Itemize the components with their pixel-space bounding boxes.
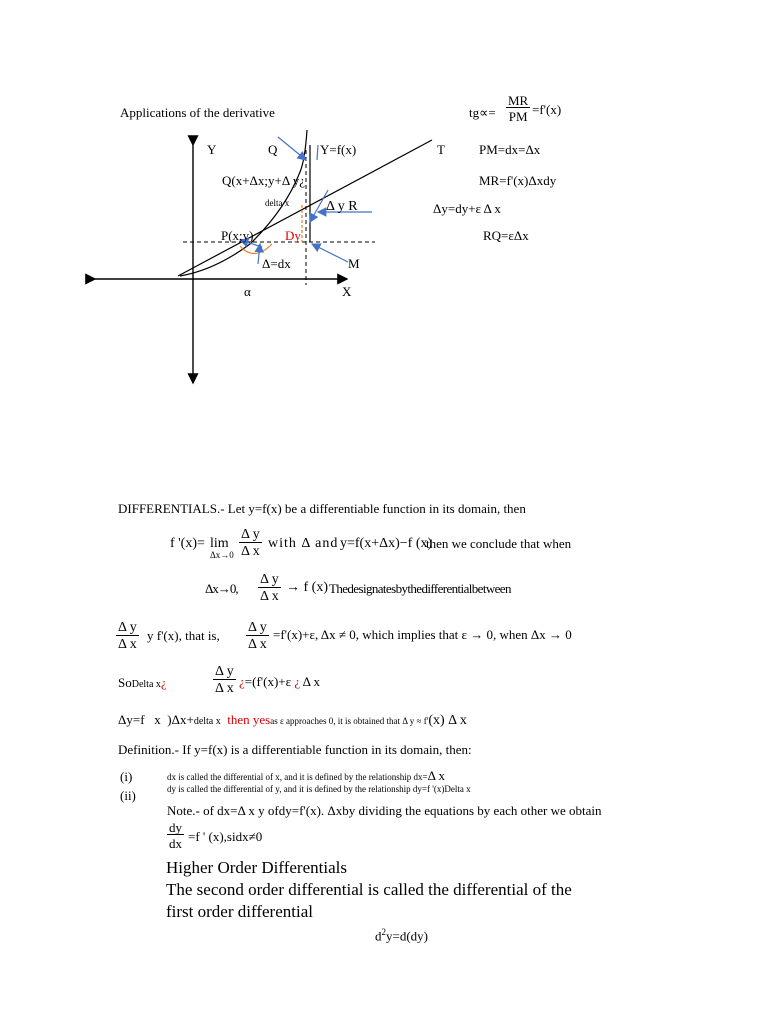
line3-fraction-a (116, 621, 139, 652)
label-dx: Δ=dx (262, 256, 291, 271)
item-i-text (167, 769, 445, 782)
line3b-num: Δ y (248, 620, 267, 635)
line2-den: Δ x (260, 589, 279, 604)
label-dy-red: Dy (285, 228, 301, 243)
arrow-curve (317, 145, 318, 160)
eq-pm: PM=dx=Δx (479, 142, 541, 157)
line3a-num: Δ y (118, 620, 137, 635)
so-word: So (118, 675, 132, 690)
eq-rq: RQ=εΔx (483, 228, 529, 243)
label-dy-r: Δ y R (326, 199, 358, 214)
line2-suffix: → f (x) (286, 580, 328, 595)
dy-line-a: Δy=f (118, 712, 145, 727)
eq-dy: Δy=dy+ε Δ x (433, 201, 501, 216)
limit-overlap: y=f(x+Δx)−f (x) (340, 536, 433, 551)
item-ii-text: dy is called the differential of y, and it is defined by the relationship dy=f '(x)Delta x (167, 784, 471, 794)
line3-mid: y f'(x), that is, (147, 628, 220, 643)
item-i-main: dx is called the differential of x, and it is defined by the relationship dx= (167, 772, 428, 782)
limit-lim: lim (210, 536, 229, 551)
tg-num: MR (508, 93, 529, 108)
d2y-sup: 2 (381, 927, 386, 937)
line3-fraction-b (246, 621, 269, 652)
label-q-coords: Q(x+Δx;y+Δ y¿ (222, 173, 306, 188)
limit-den: Δ x (241, 544, 260, 559)
arrow-q (278, 137, 306, 160)
arrow-dx (258, 244, 260, 264)
line2-text: Thedesignatesbythedifferentialbetween (329, 581, 511, 596)
label-delta-x: delta x (265, 198, 290, 208)
limit-fraction (239, 528, 262, 559)
so-eq-red: ¿ (239, 674, 245, 689)
d2y-d: d (375, 928, 382, 944)
limit-sub: Δx→0 (210, 550, 234, 560)
label-alpha: α (244, 284, 251, 299)
line2-prefix: Δx→0, (205, 581, 238, 596)
item-ii-label: (ii) (120, 788, 136, 803)
dy-line-c: )Δx+ (167, 712, 194, 727)
tg-suffix: =f'(x) (532, 102, 562, 117)
note: Note.- of dx=Δ x y ofdy=f'(x). Δxby dividing the equations by each other we obtain (167, 803, 602, 818)
so-text (118, 676, 167, 690)
so-num: Δ y (215, 664, 234, 679)
so-eq-red2: ¿ (294, 674, 301, 689)
definition: Definition.- If y=f(x) is a differentiable function in its domain, then: (118, 742, 472, 757)
limit-num: Δ y (241, 527, 260, 542)
line3a-den: Δ x (118, 637, 137, 652)
label-y-axis: Y (207, 142, 217, 157)
line2-fraction (258, 573, 281, 604)
d2y-equation (375, 928, 428, 942)
differentials-intro: DIFFERENTIALS.- Let y=f(x) be a differentiable function in its domain, then (118, 501, 526, 516)
dy-line (118, 713, 467, 728)
page-title: Applications of the derivative (120, 105, 275, 120)
tg-den: PM (508, 109, 528, 124)
label-x-axis: X (342, 284, 352, 299)
limit-prefix: f '(x)= (170, 536, 205, 551)
tangent-line (178, 140, 432, 276)
item-i-label: (i) (120, 769, 133, 784)
line3b-den: Δ x (248, 637, 267, 652)
so-small: Delta x (131, 679, 161, 690)
label-m: M (348, 256, 360, 271)
ratio-num: dy (169, 820, 182, 835)
label-curve: Y=f(x) (320, 142, 357, 157)
dy-line-b: x (154, 712, 161, 727)
so-fraction (213, 665, 236, 696)
line2-num: Δ y (260, 572, 279, 587)
line3-eq: =f'(x)+ε, Δx ≠ 0, which implies that ε → 0, when Δx → 0 (273, 627, 572, 642)
tg-fraction (506, 94, 530, 123)
so-eq (239, 675, 320, 688)
higher-title: Higher Order Differentials (166, 858, 347, 877)
so-eq-main: =(f'(x)+ε (244, 674, 292, 689)
dy-line-small: delta x (193, 716, 221, 727)
dy-line-red: then yes (227, 712, 271, 727)
higher-text-2: first order differential (166, 902, 313, 921)
item-i-end: Δ x (427, 768, 445, 783)
so-red: ¿ (160, 675, 167, 690)
label-t: T (437, 142, 445, 157)
dy-line-tiny: as ε approaches 0, it is obtained that Δ y ≈ f' (270, 716, 429, 726)
ratio-eq: =f ' (x),sidx≠0 (188, 829, 263, 844)
eq-mr: MR=f'(x)Δxdy (479, 173, 557, 188)
dy-line-end: (x) Δ x (428, 713, 467, 728)
so-eq-end: Δ x (302, 674, 321, 689)
so-den: Δ x (215, 681, 234, 696)
ratio-den: dx (169, 836, 182, 851)
label-q: Q (268, 142, 278, 157)
limit-conclude: then we conclude that when (426, 536, 572, 551)
limit-with: with Δ and (268, 536, 339, 551)
higher-text-1: The second order differential is called the differential of the (166, 880, 572, 899)
tg-prefix: tg∝= (469, 105, 496, 120)
arrow-m (312, 244, 348, 262)
d2y-rest: y=d(dy) (386, 928, 428, 944)
ratio-fraction (167, 821, 184, 850)
label-p-coords: P(x;y) (221, 228, 254, 243)
